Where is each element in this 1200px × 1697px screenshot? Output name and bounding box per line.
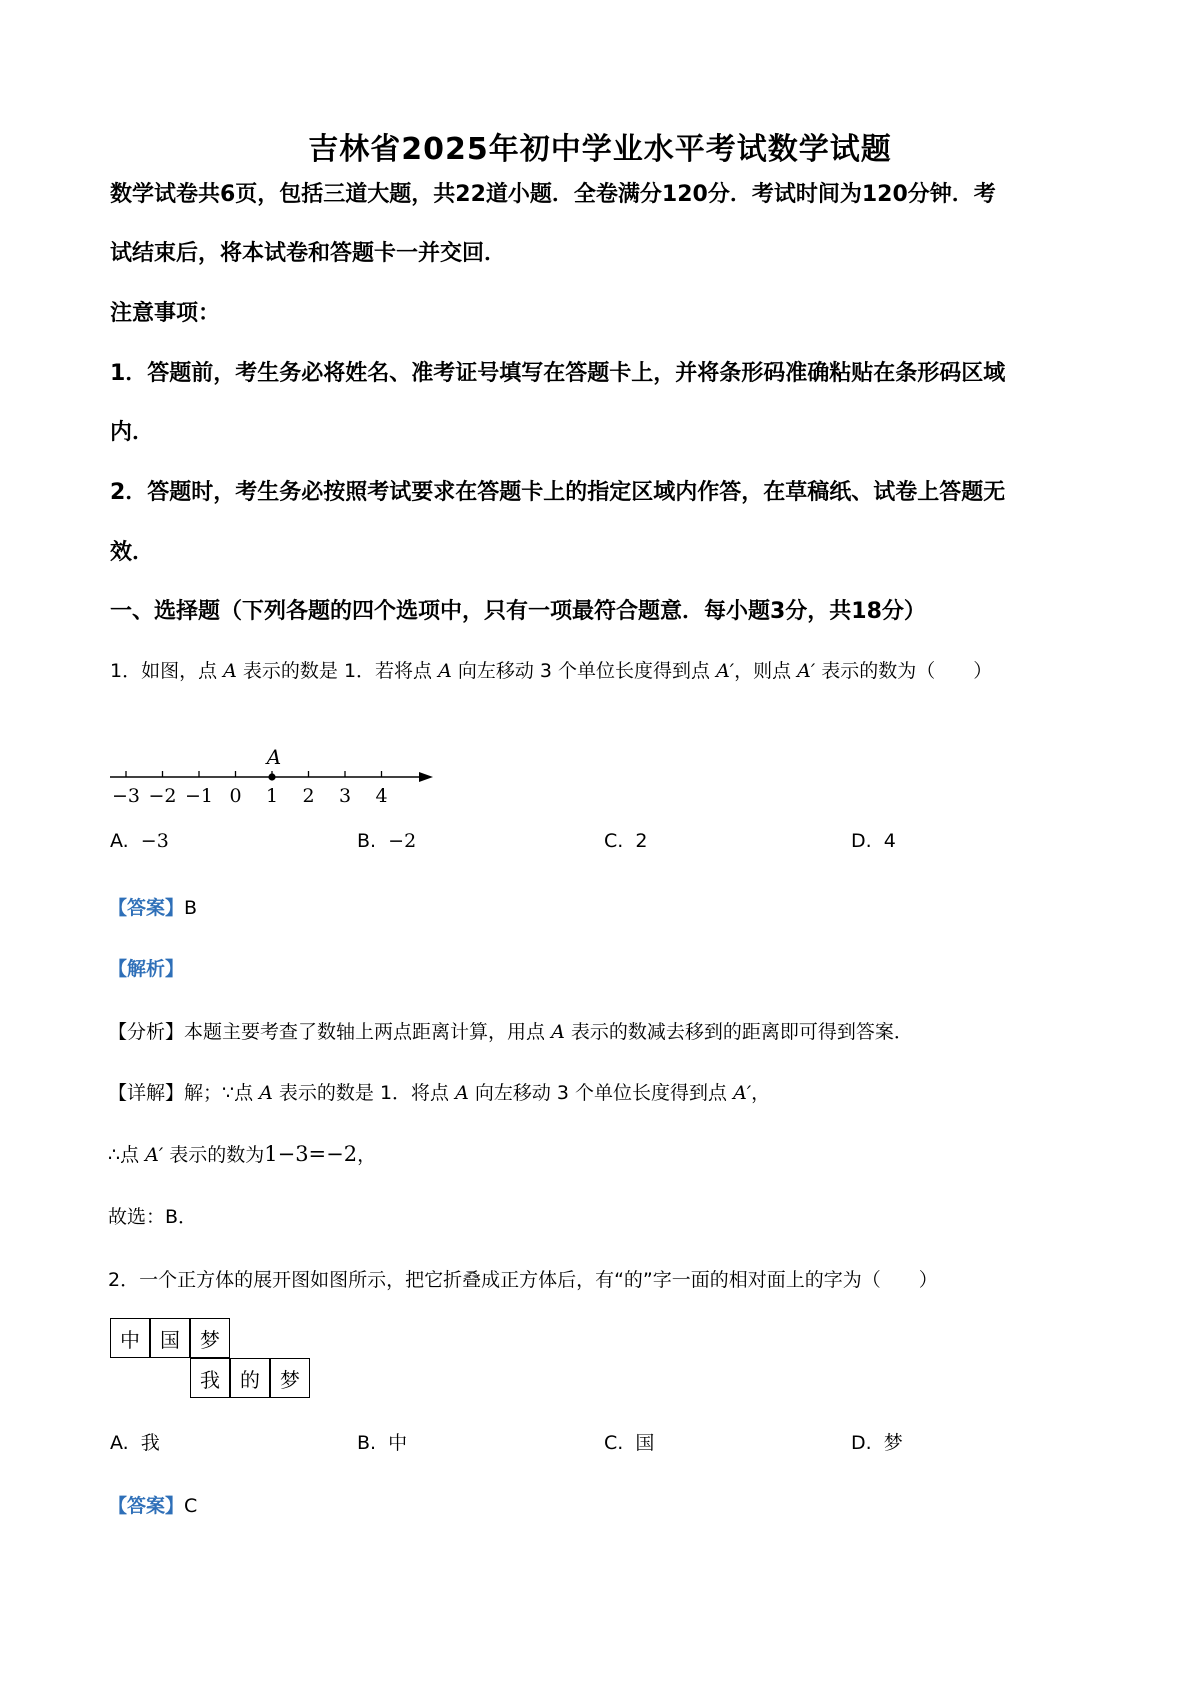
point-a-label: A <box>266 745 282 769</box>
q1-option-b: B. −2 <box>357 830 417 852</box>
q1-choice: 故选：B． <box>108 1206 198 1228</box>
q1-option-a: A. −3 <box>110 830 169 852</box>
q1-stem: 1．如图，点 A 表示的数是 1．若将点 A 向左移动 3 个单位长度得到点 A′，则点 A′ 表示的数为（ ） <box>110 660 993 682</box>
q2-option-c: C. 国 <box>604 1432 655 1454</box>
q1-option-c: C. 2 <box>604 830 648 852</box>
section-1-heading: 一、选择题（下列各题的四个选项中，只有一项最符合题意．每小题3分，共18分） <box>110 599 926 624</box>
intro-line-2: 试结束后，将本试卷和答题卡一并交回． <box>110 241 507 266</box>
q1-analysis-label: 【解析】 <box>108 958 185 980</box>
number-line-tick-label: 1 <box>265 785 279 807</box>
q2-option-b: B. 中 <box>357 1432 408 1454</box>
notice-item-1-cont: 内． <box>110 420 155 445</box>
number-line-tick-label: 2 <box>302 785 315 807</box>
number-line-tick-label: −1 <box>184 785 214 807</box>
net-cell: 的 <box>230 1358 270 1398</box>
q2-option-d: D. 梦 <box>851 1432 903 1454</box>
number-line-tick-label: 0 <box>229 785 242 807</box>
q1-xiangjie: 【详解】解；∵点 A 表示的数是 1．将点 A 向左移动 3 个单位长度得到点 A′， <box>108 1082 771 1104</box>
q2-cube-net <box>110 1318 320 1402</box>
notice-item-2-cont: 效． <box>110 540 155 565</box>
notice-heading: 注意事项： <box>110 301 221 326</box>
notice-item-1: 1．答题前，考生务必将姓名、准考证号填写在答题卡上，并将条形码准确粘贴在条形码区域 <box>110 361 1006 386</box>
q2-option-a: A. 我 <box>110 1432 160 1454</box>
number-line-arrow-icon <box>419 772 433 782</box>
number-line-tick-label: 3 <box>338 785 352 807</box>
q1-option-d: D. 4 <box>851 830 896 852</box>
page-title: 吉林省2025年初中学业水平考试数学试题 <box>308 132 892 167</box>
q1-fenxi: 【分析】本题主要考查了数轴上两点距离计算，用点 A 表示的数减去移到的距离即可得到答案． <box>108 1021 913 1043</box>
number-line-tick-label: −2 <box>148 785 177 807</box>
net-cell: 国 <box>150 1318 190 1358</box>
net-cell: 梦 <box>270 1358 310 1398</box>
net-cell: 梦 <box>190 1318 230 1358</box>
intro-line-1: 数学试卷共6页，包括三道大题，共22道小题．全卷满分120分．考试时间为120分钟．考 <box>110 182 996 207</box>
q2-answer: 【答案】C <box>108 1495 198 1517</box>
number-line-tick-label: 4 <box>375 785 388 807</box>
net-cell: 我 <box>190 1358 230 1398</box>
q2-stem: 2．一个正方体的展开图如图所示，把它折叠成正方体后，有“的”字一面的相对面上的字为（ ） <box>108 1269 938 1291</box>
q1-number-line <box>100 740 440 810</box>
q1-therefore: ∴点 A′ 表示的数为1−3=−2， <box>108 1142 377 1166</box>
net-cell: 中 <box>110 1318 150 1358</box>
point-a-marker <box>268 773 275 780</box>
number-line-tick-label: −3 <box>111 785 141 807</box>
notice-item-2: 2．答题时，考生务必按照考试要求在答题卡上的指定区域内作答，在草稿纸、试卷上答题无 <box>110 480 1006 505</box>
q1-answer: 【答案】B <box>108 897 198 919</box>
